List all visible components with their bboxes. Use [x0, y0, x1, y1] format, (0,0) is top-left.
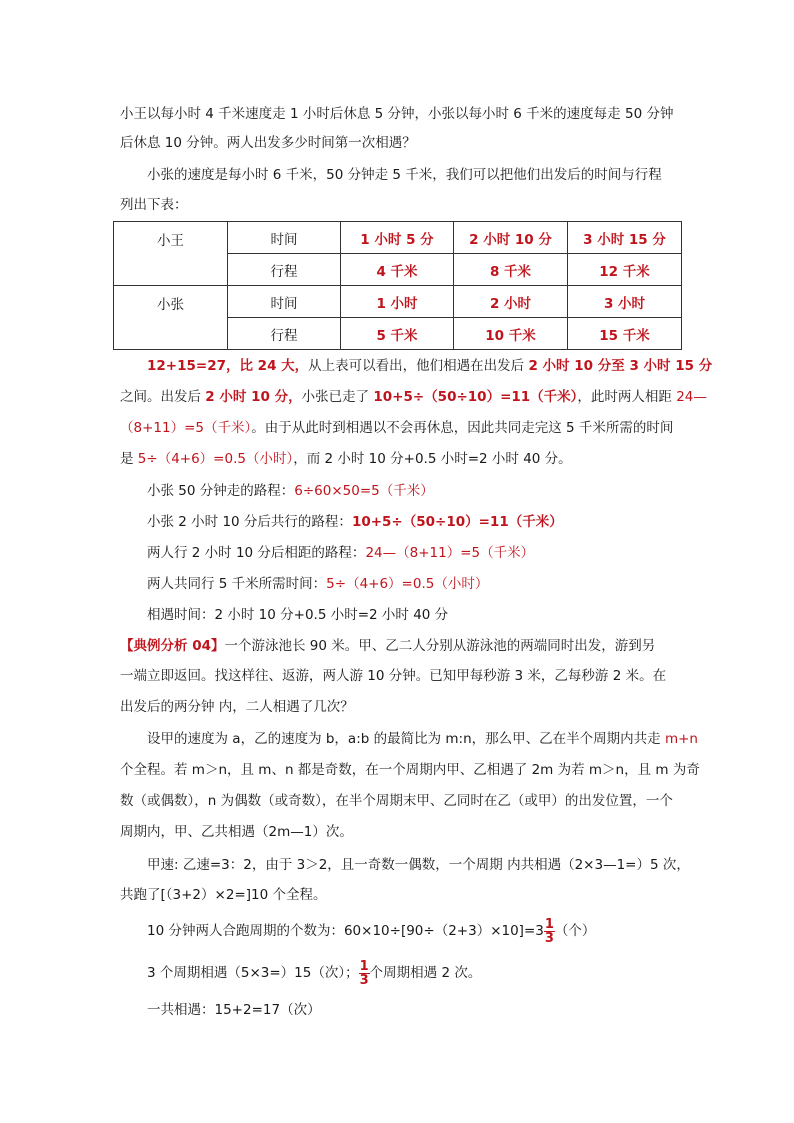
- solution-line-1: 甲速: 乙速=3：2，由于 3＞2，且一奇数一偶数，一个周期 内共相遇（2×3—1=）5 次，: [147, 857, 690, 873]
- analysis-text: 10+5÷（50÷10）=11（千米）: [373, 389, 578, 405]
- method-line-3: 数（或偶数），n 为偶数（或奇数），在半个周期末甲、乙同时在乙（或甲）的出发位置，一个: [120, 793, 673, 809]
- solution-line-2: 共跑了[（3+2）×2=]10 个全程。: [120, 887, 327, 903]
- example-line-3: 出发后的两分钟 内，二人相遇了几次？: [120, 699, 354, 715]
- solution-text: 10 分钟两人合跑周期的个数为：60×10÷[90÷（2+3）×10]=3: [147, 923, 544, 939]
- step-line-2: [147, 512, 563, 532]
- table-cell: 8 千米: [454, 254, 568, 286]
- analysis-line-1: [147, 356, 712, 376]
- table-cell: 行程: [228, 318, 341, 350]
- analysis-text: ，而 2 小时 10 分+0.5 小时=2 小时 40 分。: [293, 451, 572, 467]
- explain-line-2: 列出下表：: [120, 197, 188, 213]
- analysis-text: 小张已走了: [301, 389, 374, 405]
- fraction-denominator: 3: [359, 972, 369, 988]
- method-line-1: [147, 729, 698, 749]
- table-cell: 2 小时 10 分: [454, 222, 568, 254]
- analysis-text: 。由于从此时到相遇以不会再休息，因此共同走完这 5 千米所需的时间: [251, 420, 674, 436]
- fraction: [544, 918, 555, 945]
- solution-text: 个周期相遇 2 次。: [369, 965, 482, 981]
- table-cell: 时间: [228, 286, 341, 318]
- analysis-line-3: [120, 418, 673, 438]
- step-formula: 10+5÷（50÷10）=11（千米）: [351, 514, 563, 530]
- problem-line-1: 小王以每小时 4 千米速度走 1 小时后休息 5 分钟，小张以每小时 6 千米的速度每走 50 分钟: [120, 106, 674, 122]
- analysis-line-2: [120, 387, 707, 407]
- table-cell: 2 小时: [454, 286, 568, 318]
- analysis-text: 之间。出发后: [120, 389, 206, 405]
- step-line-1: [147, 481, 434, 501]
- step-formula: 24—（8+11）=5（千米）: [365, 545, 535, 561]
- analysis-text: 2 小时 10 分，: [205, 389, 302, 405]
- solution-line-4: [147, 958, 481, 988]
- analysis-text: 从上表可以看出，他们相遇在出发后: [308, 358, 529, 374]
- analysis-text: 5÷（4+6）=0.5（小时）: [137, 451, 294, 467]
- example-text: 一个游泳池长 90 米。甲、乙二人分别从游泳池的两端同时出发，游到另: [224, 638, 656, 654]
- table-cell: 12 千米: [568, 254, 682, 286]
- analysis-line-4: [120, 449, 572, 469]
- example-line-1: [120, 636, 655, 656]
- analysis-text: 2 小时 10 分至 3 小时 15 分: [528, 358, 713, 374]
- example-line-2: 一端立即返回。找这样往、返游，两人游 10 分钟。已知甲每秒游 3 米，乙每秒游 2 米。在: [120, 668, 667, 684]
- step-line-3: [147, 543, 534, 563]
- step-label: 两人行 2 小时 10 分后相距的路程：: [147, 545, 366, 561]
- step-label: 小张 50 分钟走的路程：: [147, 483, 295, 499]
- table-cell: 时间: [228, 222, 341, 254]
- table-row: [114, 222, 682, 254]
- table-cell: 1 小时: [341, 286, 454, 318]
- table-cell: 3 小时: [568, 286, 682, 318]
- fraction-denominator: 3: [544, 930, 554, 946]
- method-text: m+n: [664, 731, 698, 747]
- fraction-numerator: 1: [544, 916, 554, 932]
- method-line-2: 个全程。若 m＞n，且 m、n 都是奇数，在一个周期内甲、乙相遇了 2m 为若 m＞n，且 m 为奇: [120, 762, 700, 778]
- step-formula: 5÷（4+6）=0.5（小时）: [326, 576, 489, 592]
- fraction-numerator: 1: [359, 958, 369, 974]
- method-text: 设甲的速度为 a，乙的速度为 b，a:b 的最简比为 m:n，那么甲、乙在半个周期内共走: [147, 731, 665, 747]
- fraction: [359, 960, 370, 987]
- step-line-5: 相遇时间：2 小时 10 分+0.5 小时=2 小时 40 分: [147, 607, 449, 623]
- analysis-text: 24—: [676, 389, 707, 405]
- table-cell: 行程: [228, 254, 341, 286]
- analysis-text: （8+11）=5（千米）: [120, 420, 252, 436]
- table-cell: 15 千米: [568, 318, 682, 350]
- problem-line-2: 后休息 10 分钟。两人出发多少时间第一次相遇？: [120, 135, 416, 151]
- method-line-4: 周期内，甲、乙共相遇（2m—1）次。: [120, 824, 353, 840]
- step-label: 两人共同行 5 千米所需时间：: [147, 576, 327, 592]
- step-formula: 6÷60×50=5（千米）: [294, 483, 434, 499]
- example-tag: 【典例分析 04】: [120, 638, 225, 654]
- explain-line-1: 小张的速度是每小时 6 千米，50 分钟走 5 千米，我们可以把他们出发后的时间与行程: [147, 167, 662, 183]
- table-cell: 3 小时 15 分: [568, 222, 682, 254]
- step-line-4: [147, 574, 488, 594]
- table-cell: 1 小时 5 分: [341, 222, 454, 254]
- solution-line-5: 一共相遇：15+2=17（次）: [147, 1002, 321, 1018]
- xiaowang-name-cell: 小王: [114, 222, 228, 286]
- analysis-text: 12+15=27，比 24 大，: [147, 358, 309, 374]
- step-label: 小张 2 小时 10 分后共行的路程：: [147, 514, 352, 530]
- analysis-text: ，此时两人相距: [577, 389, 677, 405]
- xiaozhang-name-cell: 小张: [114, 286, 228, 350]
- solution-text: 3 个周期相遇（5×3=）15（次）；: [147, 965, 359, 981]
- table-cell: 5 千米: [341, 318, 454, 350]
- table-cell: 10 千米: [454, 318, 568, 350]
- table-cell: 4 千米: [341, 254, 454, 286]
- solution-text: （个）: [554, 923, 596, 939]
- time-distance-table: [113, 221, 682, 350]
- solution-line-3: [147, 916, 595, 946]
- table-row: [114, 286, 682, 318]
- analysis-text: 是: [120, 451, 138, 467]
